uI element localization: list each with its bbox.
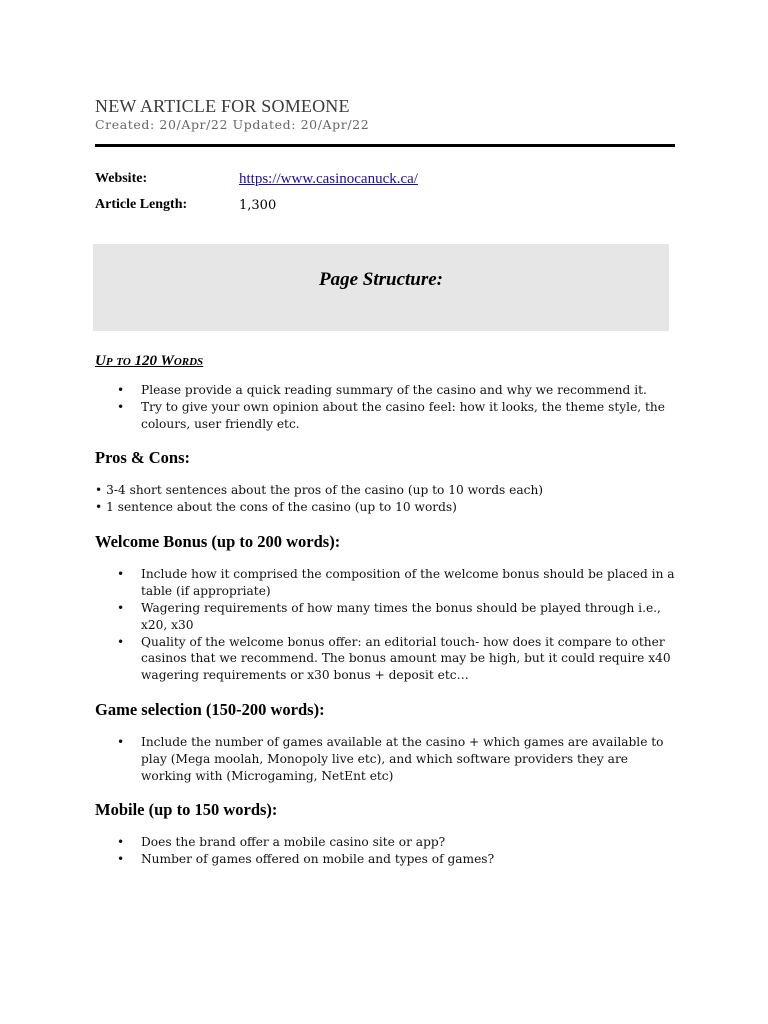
list-item: • Does the brand offer a mobile casino site or app? — [95, 834, 675, 851]
list-item: • Try to give your own opinion about the casino feel: how it looks, the theme style, the colours, user friendly etc. — [95, 399, 675, 433]
game-selection-heading: Game selection (150-200 words): — [95, 699, 325, 719]
header-divider — [95, 144, 675, 147]
pros-line: • 3-4 short sentences about the pros of the casino (up to 10 words each) — [95, 483, 544, 498]
document-dates: Created: 20/Apr/22 Updated: 20/Apr/22 — [95, 117, 370, 132]
page-structure-title: Page Structure: — [318, 268, 444, 290]
mobile-list — [95, 834, 675, 868]
list-item: • Number of games offered on mobile and types of games? — [95, 851, 675, 868]
document-content — [95, 352, 675, 868]
website-link[interactable]: https://www.casinocanuck.ca/ — [239, 170, 418, 187]
article-length-value: 1,300 — [239, 197, 277, 213]
list-item: • Wagering requirements of how many times the bonus should be played through i.e., x20, x30 — [95, 600, 675, 634]
document-page — [95, 96, 675, 867]
page-structure-banner — [93, 244, 669, 331]
website-label: Website: — [95, 171, 148, 186]
intro-heading: Up to 120 Words — [95, 353, 204, 369]
game-selection-list — [95, 734, 675, 784]
document-title: NEW ARTICLE FOR SOMEONE — [95, 96, 350, 116]
list-item: • Include how it comprised the composition of the welcome bonus should be placed in a table (if appropriate) — [95, 566, 675, 600]
mobile-heading: Mobile (up to 150 words): — [95, 800, 278, 820]
list-item: • Include the number of games available at the casino + which games are available to play (Mega moolah, Monopoly live etc), and which software providers they are working with (Microgaming, NetEnt etc) — [95, 734, 675, 784]
article-length-label: Article Length: — [95, 197, 188, 212]
welcome-bonus-list — [95, 566, 675, 684]
pros-cons-heading: Pros & Cons: — [95, 448, 191, 468]
info-row-length — [95, 192, 675, 218]
list-item: • Please provide a quick reading summary of the casino and why we recommend it. — [95, 382, 675, 399]
intro-list — [95, 382, 675, 432]
welcome-bonus-heading: Welcome Bonus (up to 200 words): — [95, 532, 341, 552]
cons-line: • 1 sentence about the cons of the casino (up to 10 words) — [95, 500, 457, 515]
list-item: • Quality of the welcome bonus offer: an editorial touch- how does it compare to other casinos that we recommend. The bonus amount may be high, but it could require x40 wagering requirements or x30 bonus + deposit etc… — [95, 634, 675, 684]
info-table — [95, 166, 675, 218]
info-row-website — [95, 166, 675, 192]
